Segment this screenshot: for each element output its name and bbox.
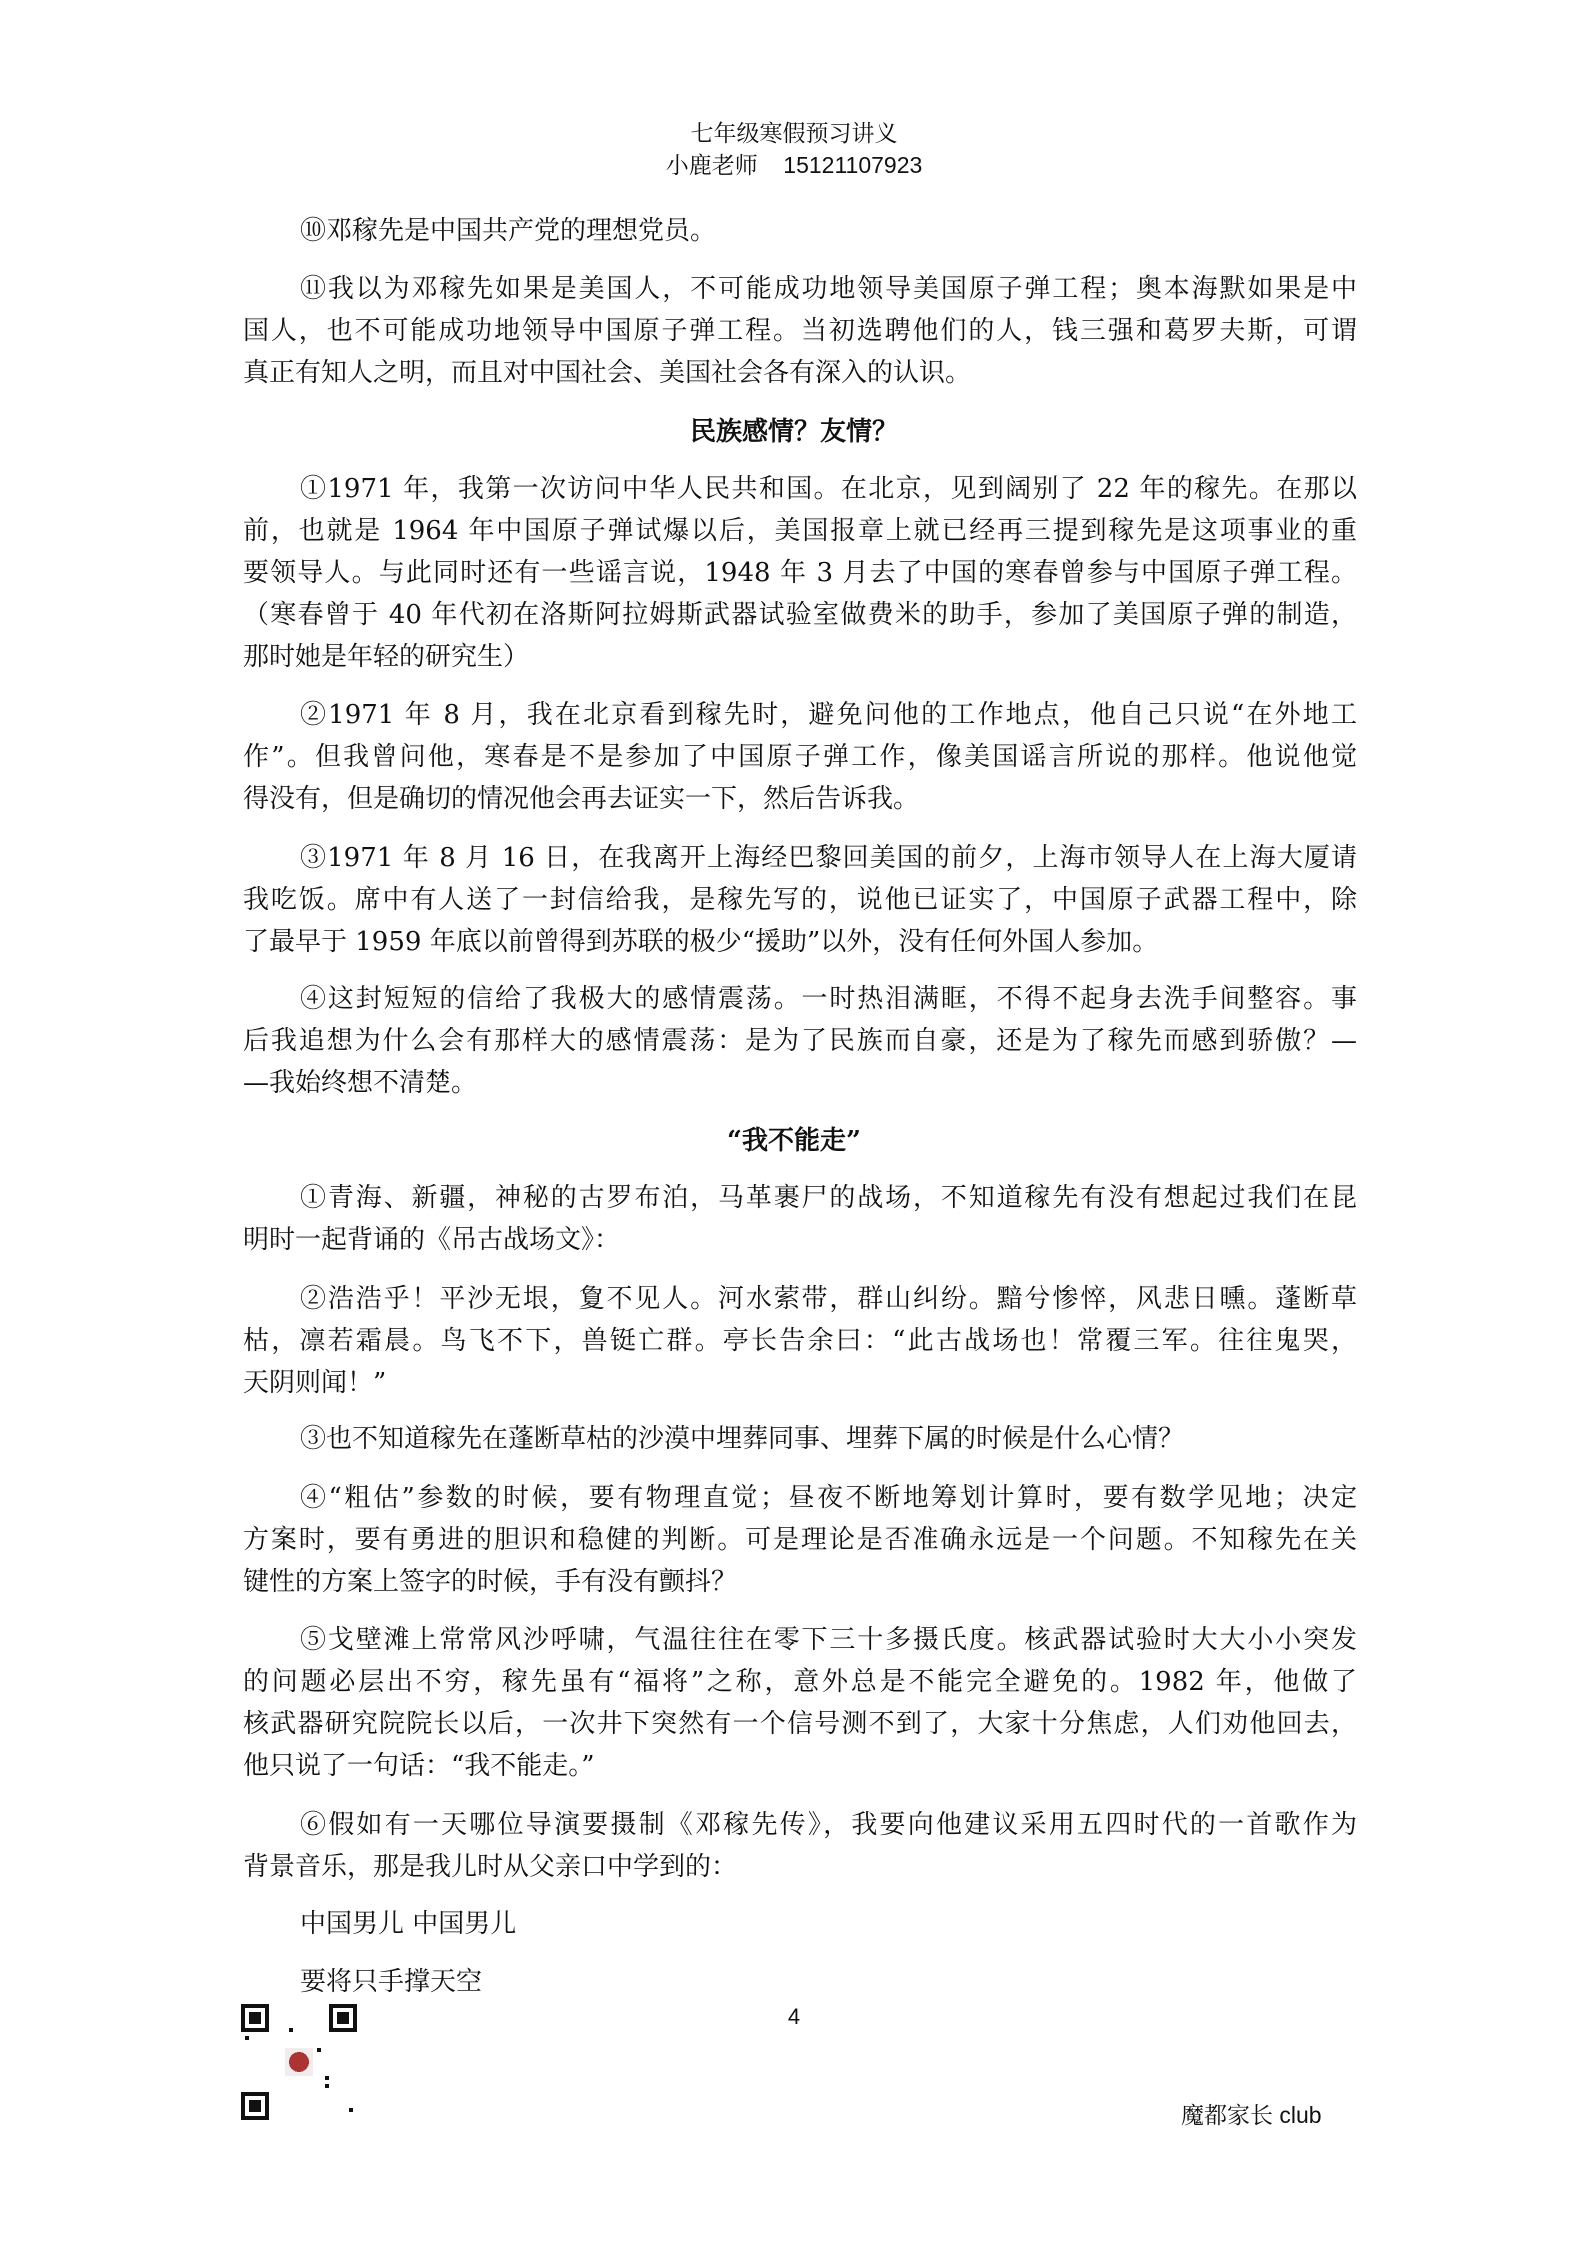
paragraph-line: 天阴则闻！” [243,1368,387,1398]
paragraph-line: 那时她是年轻的研究生） [243,642,530,672]
paragraph-line: 核武器研究院院长以后，一次井下突然有一个信号测不到了，大家十分焦虑，人们劝他回去， [243,1709,1357,1739]
paragraph [243,1903,1357,1945]
paragraph-line: 国人，也不可能成功地领导中国原子弹工程。当初选聘他们的人，钱三强和葛罗夫斯，可谓 [243,316,1357,346]
paragraph [243,1804,1357,1888]
paragraph-line: ①青海、新疆，神秘的古罗布泊，马革裹尸的战场，不知道稼先有没有想起过我们在昆 [300,1183,1357,1213]
paragraph-line: 要将只手撑天空 [300,1967,483,1997]
qr-code-icon [240,2004,358,2120]
paragraph-line: ⑩邓稼先是中国共产党的理想党员。 [300,216,717,246]
paragraph-line: 中国男儿 中国男儿 [300,1909,517,1939]
paragraph-line: ①1971 年，我第一次访问中华人民共和国。在北京，见到阔别了 22 年的稼先。在那以 [300,474,1357,504]
paragraph-line: ⑪我以为邓稼先如果是美国人，不可能成功地领导美国原子弹工程；奥本海默如果是中 [300,274,1357,304]
paragraph-line: 要领导人。与此同时还有一些谣言说，1948 年 3 月去了中国的寒春曾参与中国原子弹工程。 [243,558,1357,588]
paragraph [243,1477,1357,1603]
paragraph-line: —我始终想不清楚。 [243,1068,478,1098]
page-number: 4 [787,2004,801,2029]
paragraph-line: ④“粗估”参数的时候，要有物理直觉；昼夜不断地筹划计算时，要有数学见地；决定 [300,1483,1357,1513]
paragraph-line: 作”。但我曾问他，寒春是不是参加了中国原子弹工作，像美国谣言所说的那样。他说他觉 [243,742,1357,772]
paragraph-line: ②1971 年 8 月，我在北京看到稼先时，避免问他的工作地点，他自己只说“在外地工 [300,700,1357,730]
paragraph-line: 我吃饭。席中有人送了一封信给我，是稼先写的，说他已证实了，中国原子武器工程中，除 [243,885,1357,915]
paragraph-line: ③也不知道稼先在蓬断草枯的沙漠中埋葬同事、埋葬下属的时候是什么心情？ [300,1424,1185,1454]
paragraph [243,1619,1357,1787]
paragraph-line: ⑤戈壁滩上常常风沙呼啸，气温往往在零下三十多摄氏度。核武器试验时大大小小突发 [300,1625,1357,1655]
paragraph-line: （寒春曾于 40 年代初在洛斯阿拉姆斯武器试验室做费米的助手，参加了美国原子弹的制造， [243,600,1357,630]
paragraph [243,210,1357,252]
paragraph-line: ③1971 年 8 月 16 日，在我离开上海经巴黎回美国的前夕，上海市领导人在上海大厦请 [300,843,1357,873]
paragraph [243,1177,1357,1261]
header-contact: 小鹿老师 15121107923 [665,152,923,178]
paragraph [243,268,1357,394]
paragraph-line: 后我追想为什么会有那样大的感情震荡：是为了民族而自豪，还是为了稼先而感到骄傲？— [243,1026,1357,1056]
paragraph-line: 得没有，但是确切的情况他会再去证实一下，然后告诉我。 [243,784,920,814]
paragraph-line: ⑥假如有一天哪位导演要摄制《邓稼先传》，我要向他建议采用五四时代的一首歌作为 [300,1810,1357,1840]
paragraph-line: 他只说了一句话：“我不能走。” [243,1751,595,1781]
section-heading: 民族感情？友情？ [689,417,898,447]
paragraph [243,1278,1357,1404]
paragraph [243,837,1357,963]
paragraph-line: 明时一起背诵的《吊古战场文》： [243,1225,621,1255]
paragraph [243,978,1357,1104]
paragraph-line: 背景音乐，那是我儿时从父亲口中学到的： [243,1852,738,1882]
paragraph [243,694,1357,820]
paragraph [243,1961,1357,2003]
paragraph-line: 了最早于 1959 年底以前曾得到苏联的极少“援助”以外，没有任何外国人参加。 [243,927,1159,957]
paragraph-line: 方案时，要有勇进的胆识和稳健的判断。可是理论是否准确永远是一个问题。不知稼先在关 [243,1525,1357,1555]
paragraph [243,468,1357,678]
header-title: 七年级寒假预习讲义 [690,120,898,146]
paragraph-line: 真正有知人之明，而且对中国社会、美国社会各有深入的认识。 [243,358,972,388]
paragraph-line: 前，也就是 1964 年中国原子弹试爆以后，美国报章上就已经再三提到稼先是这项事业的重 [243,516,1357,546]
paragraph-line: 的问题必层出不穷，稼先虽有“福将”之称，意外总是不能完全避免的。1982 年，他做了 [243,1667,1357,1697]
paragraph [243,1418,1357,1460]
paragraph-line: 键性的方案上签字的时候，手有没有颤抖？ [243,1567,738,1597]
section-heading: “我不能走” [727,1126,861,1156]
paragraph-line: ②浩浩乎！平沙无垠，夐不见人。河水萦带，群山纠纷。黯兮惨悴，风悲日曛。蓬断草 [300,1284,1357,1314]
paragraph-line: 枯，凛若霜晨。鸟飞不下，兽铤亡群。亭长告余曰：“此古战场也！常覆三军。往往鬼哭， [243,1326,1357,1356]
footer-brand: 魔都家长 club [1181,2102,1322,2128]
paragraph-line: ④这封短短的信给了我极大的感情震荡。一时热泪满眶，不得不起身去洗手间整容。事 [300,984,1357,1014]
